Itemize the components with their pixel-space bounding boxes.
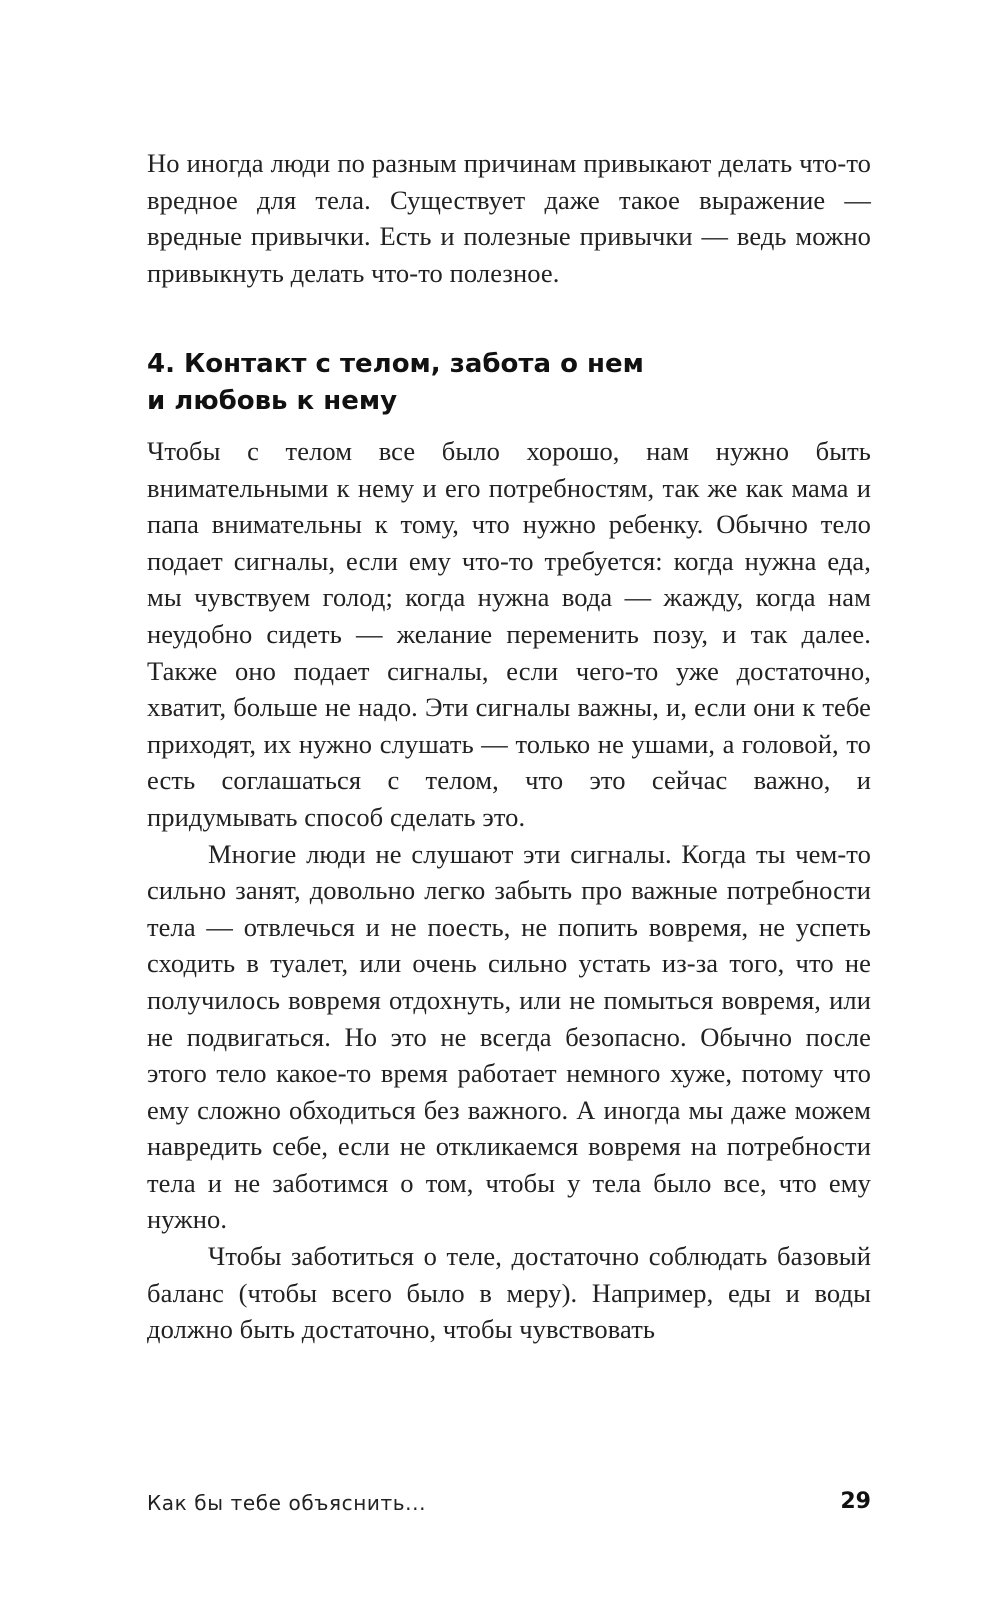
section-heading-line-2: и любовь к нему [147, 386, 398, 416]
section-body [147, 433, 871, 1348]
book-page [147, 0, 871, 1600]
section-heading [147, 346, 871, 420]
section-heading-line-1: 4. Контакт с телом, забота о нем [147, 349, 644, 379]
body-paragraph-2: Многие люди не слушают эти сигналы. Когда ты чем-то сильно занят, довольно легко забыть про важные потребности тела — отвлечься и не поесть, не попить вовремя, не успеть сходить в туалет, или очень сильно устать из-за того, что не получилось вовремя отдохнуть, или не помыться вовремя, или не подвигаться. Но это не всегда безопасно. Обычно после этого тело какое-то время работает немного хуже, потому что ему сложно обходиться без важного. А иногда мы даже можем навредить себе, если не откликаемся вовремя на потребности тела и не заботимся о том, чтобы у тела было все, что ему нужно. [147, 838, 871, 1235]
body-paragraph-1: Чтобы с телом все было хорошо, нам нужно быть внимательными к нему и его потребностям, так же как мама и папа внимательны к тому, что нужно ребенку. Обычно тело подает сигналы, если ему что-то требуется: когда нужна еда, мы чувствуем голод; когда нужна вода — жажду, когда нам неудобно сидеть — желание переменить позу, и так далее. Также оно подает сигналы, если чего-то уже достаточно, хватит, больше не надо. Эти сигналы важны, и, если они к тебе приходят, их нужно слушать — только не ушами, а головой, то есть соглашаться с телом, что это сейчас важно, и придумывать способ сделать это. [147, 436, 871, 832]
page-footer [147, 1491, 871, 1527]
body-paragraph-3: Чтобы заботиться о теле, достаточно соблюдать базовый баланс (чтобы всего было в меру). Например, еды и воды должно быть достаточно, чтобы чувствовать [147, 1241, 871, 1345]
intro-paragraph: Но иногда люди по разным причинам привыкают делать что-то вредное для тела. Существует даже такое выражение — вредные привычки. Есть и полезные привычки — ведь можно привыкнуть делать что-то полезное. [147, 148, 871, 288]
page-number: 29 [840, 1489, 871, 1514]
running-footer-title: Как бы тебе объяснить... [147, 1491, 427, 1515]
